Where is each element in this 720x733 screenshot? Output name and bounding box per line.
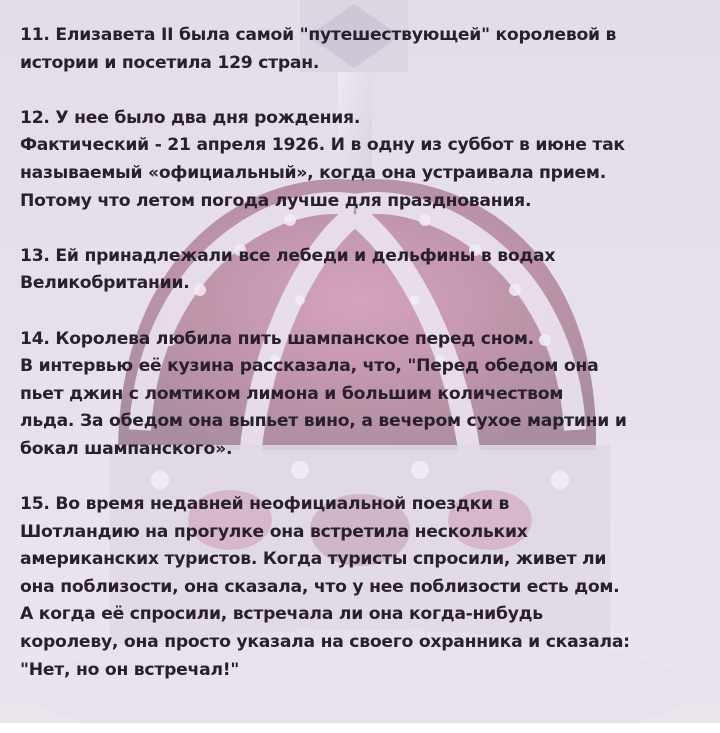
fact-12: 12. У нее было два дня рождения. Фактический - 21 апреля 1926. И в одну из суббот в июне так называемый «официальный», когда она устраивала прием. Потому что летом погода лучше для празднования. (20, 107, 625, 211)
facts-text-block (20, 22, 704, 684)
fact-15: 15. Во время недавней неофициальной поездки в Шотландию на прогулке она встретила нескольких американских туристов. Когда туристы спросили, живет ли она поблизости, она сказала, что у нее поблизости есть дом. А когда её спросили, встречала ли она когда-нибудь королеву, она просто указала на своего охранника и сказала: "Нет, но он встречал!" (20, 494, 630, 680)
fact-13: 13. Ей принадлежали все лебеди и дельфины в водах Великобритании. (20, 245, 556, 294)
bottom-white-strip (0, 723, 720, 733)
fact-11: 11. Елизавета II была самой "путешествующей" королевой в истории и посетила 129 стран. (20, 25, 617, 73)
fact-14: 14. Королева любила пить шампанское перед сном. В интервью её кузина рассказала, что, "Перед обедом она пьет джин с ломтиком лимона и большим количеством льда. За обедом она выпьет вино, а вечером сухое мартини и бокал шампанского». (20, 328, 627, 459)
